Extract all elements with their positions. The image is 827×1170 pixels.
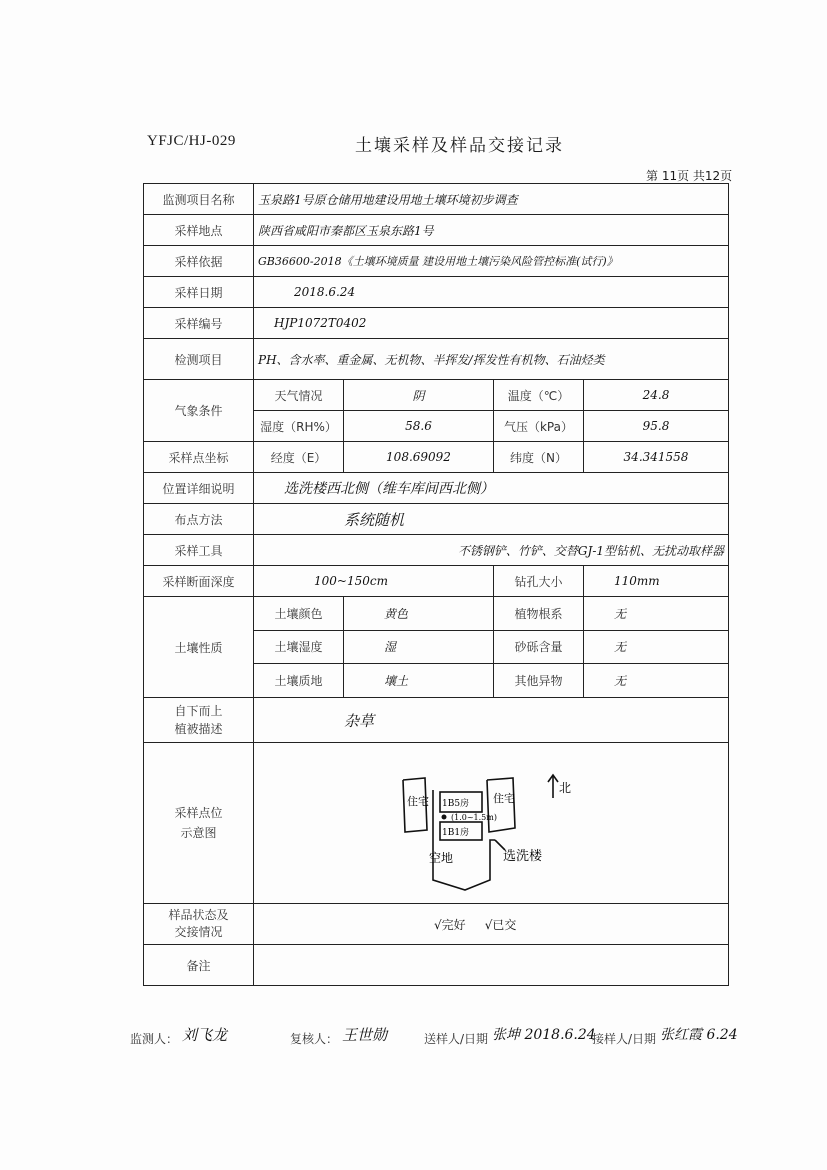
site-sketch [395,770,595,900]
soil-label: 土壤性质 [144,597,254,698]
north-label: 北 [559,781,572,795]
temp-label: 温度（℃） [494,380,584,411]
reviewer-label: 复核人： [290,1032,339,1046]
depth-value: 100~150cm [254,566,494,597]
lon-label: 经度（E） [254,442,344,473]
color-label: 土壤颜色 [254,597,344,631]
state-intact: 完好 [441,917,466,932]
vegetation-value: 杂草 [254,698,729,743]
items-value: PH、含水率、重金属、无机物、半挥发/挥发性有机物、石油烃类 [254,339,729,380]
coord-label: 采样点坐标 [144,442,254,473]
monitor-signature: 刘飞龙 [182,1026,228,1044]
texture-value: 壤土 [344,664,494,698]
roots-label: 植物根系 [494,597,584,631]
monitor-label: 监测人： [130,1032,179,1046]
gravel-value: 无 [584,630,729,664]
code-value: HJP1072T0402 [254,308,729,339]
tools-label: 采样工具 [144,535,254,566]
pressure-value: 95.8 [584,411,729,442]
state-label-line1: 样品状态及 [168,908,229,922]
items-label: 检测项目 [144,339,254,380]
location-value: 选洗楼西北侧（维车库间西北侧） [254,473,729,504]
code-label: 采样编号 [144,308,254,339]
basis-value: GB36600-2018《土壤环境质量 建设用地土壤污染风险管控标准(试行)》 [254,246,729,277]
check-handed-icon: √ [484,917,493,932]
sample-point-marker [442,815,447,820]
gravel-label: 砂砾含量 [494,630,584,664]
receiver-signature: 张红霞 6.24 [660,1027,738,1043]
remark-value [254,945,729,986]
sender-label: 送样人/日期 [424,1032,489,1046]
weather-cond-label: 天气情况 [254,380,344,411]
document-title: 土壤采样及样品交接记录 [355,136,564,156]
weather-cond-value: 阴 [344,380,494,411]
method-value: 系统随机 [254,504,729,535]
document-code: YFJC/HJ-029 [147,133,236,149]
lat-value: 34.341558 [584,442,729,473]
depth-note: (1.0~1.5m) [451,813,497,822]
room-top-label: 1B5房 [442,799,470,809]
project-label: 监测项目名称 [144,184,254,215]
pressure-label: 气压（kPa） [494,411,584,442]
map-label-line1: 采样点位 [174,806,223,820]
map-label-line2: 示意图 [180,826,217,840]
room-bottom-label: 1B1房 [442,828,470,838]
right-building-outline [487,778,515,832]
site-label: 采样地点 [144,215,254,246]
state-handed: 已交 [492,917,517,932]
sender-signature: 张坤 2018.6.24 [492,1027,596,1043]
other-value: 无 [584,664,729,698]
humidity-value: 58.6 [344,411,494,442]
project-value: 玉泉路1号原仓储用地建设用地土壤环境初步调查 [254,184,729,215]
reviewer-signature: 王世勋 [342,1026,388,1044]
other-label: 其他异物 [494,664,584,698]
moisture-value: 湿 [344,630,494,664]
weather-label: 气象条件 [144,380,254,442]
method-label: 布点方法 [144,504,254,535]
lat-label: 纬度（N） [494,442,584,473]
wash-building-label: 选洗楼 [503,849,543,864]
humidity-label: 湿度（RH%） [254,411,344,442]
left-building-label: 住宅 [407,795,429,808]
site-value: 陕西省咸阳市秦都区玉泉东路1号 [254,215,729,246]
open-area-label: 空地 [429,851,454,865]
temp-value: 24.8 [584,380,729,411]
vegetation-label-line2: 植被描述 [174,722,223,736]
check-intact-icon: √ [434,917,442,932]
depth-label: 采样断面深度 [144,566,254,597]
texture-label: 土壤质地 [254,664,344,698]
receiver-label: 接样人/日期 [592,1032,657,1046]
state-label-line2: 交接情况 [174,925,223,939]
moisture-label: 土壤湿度 [254,630,344,664]
bore-value: 110mm [584,566,729,597]
bore-label: 钻孔大小 [494,566,584,597]
vegetation-label-line1: 自下而上 [174,704,223,718]
basis-label: 采样依据 [144,246,254,277]
tools-value: 不锈钢铲、竹铲、交替GJ-1型钻机、无扰动取样器 [254,535,729,566]
color-value: 黄色 [344,597,494,631]
state-value [254,904,729,945]
location-label: 位置详细说明 [144,473,254,504]
right-building-label: 住宅 [493,792,515,805]
date-label: 采样日期 [144,277,254,308]
state-label [144,904,254,945]
remark-label: 备注 [144,945,254,986]
date-value: 2018.6.24 [254,277,729,308]
page-count: 第 11页 共12页 [646,169,733,183]
vegetation-label [144,698,254,743]
map-label [144,743,254,904]
roots-value: 无 [584,597,729,631]
lon-value: 108.69092 [344,442,494,473]
